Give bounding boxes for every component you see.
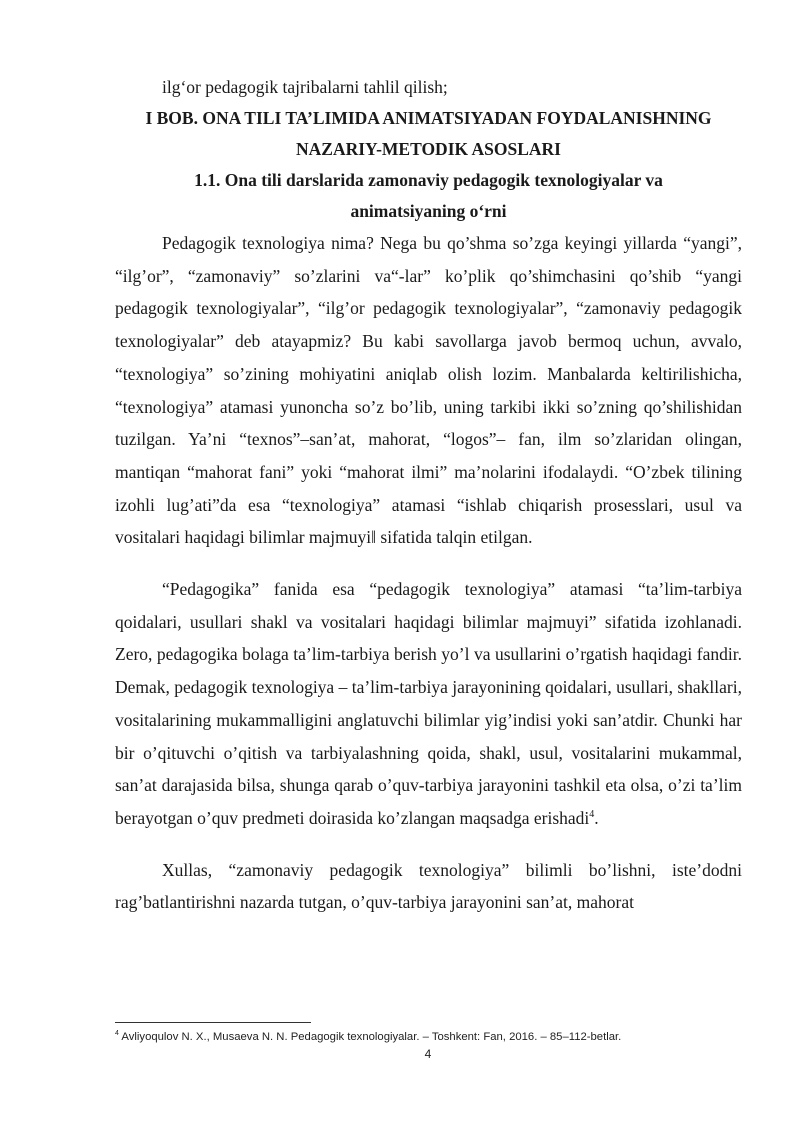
paragraph-2-end: . [594,807,599,828]
footnote-separator [115,1022,311,1023]
paragraph-2 [115,573,742,835]
chapter-title [115,103,742,165]
paragraph-2-text: “Pedagogika” fanida esa “pedagogik texnologiya” atamasi “ta’lim-tarbiya qoidalari, usullari shakl va vositalari haqidagi bilimlar majmuyi” sifatida izohlanadi. Zero, pedagogika bolaga ta’lim-tarbiya berish yo’l va usullarini o’rgatish haqidagi fandir. Demak, pedagogik texnologiya – ta’lim-tarbiya jarayonining qoidalari, usullari, shakllari, vositalarining mukammalligini anglatuvchi bilimlar yig’indisi yoki san’atdir. Chunki har bir o’qituvchi o’qitish va tarbiyalashning qoida, shakl, usul, vositalarini mukammal, san’at darajasida bilsa, shunga qarab o’quv-tarbiya jarayonini tashkil eta olsa, o’zi ta’lim berayotgan o’quv predmeti doirasida ko’zlangan maqsadga erishadi [115,579,742,828]
page-body [115,72,742,919]
paragraph-1: Pedagogik texnologiya nima? Nega bu qo’shma so’zga keyingi yillarda “yangi”, “ilg’or”, “zamonaviy” so’zlarini va“-lar” ko’plik qo’shimchasini qo’shib “yangi pedagogik texnologiyalar”, “ilg’or pedagogik texnologiyalar”, “zamonaviy pedagogik texnologiyalar” deb atayapmiz? Bu kabi savollarga javob bermoq uchun, avvalo, “texnologiya” so’zining mohiyatini aniqlab olish lozim. Manbalarda keltirilishicha, “texnologiya” atamasi yunoncha so’z bo’lib, uning tarkibi ikki so’zning qo’shilishidan tuzilgan. Ya’ni “texnos”–san’at, mahorat, “logos”– fan, ilm so’zlaridan olingan, mantiqan “mahorat fani” yoki “mahorat ilmi” ma’nolarini ifodalaydi. “O’zbek tilining izohli lug’ati”da esa “texnologiya” atamasi “ishlab chiqarish prosesslari, usul va vositalari haqidagi bilimlar majmuyi‖ sifatida talqin etilgan. [115,233,742,548]
paragraph-3: Xullas, “zamonaviy pedagogik texnologiya” bilimli bo’lishni, iste’dodni rag’batlantirishni nazarda tutgan, o’quv-tarbiya jarayonini san’at, mahorat [115,859,742,913]
page-number: 4 [424,1047,432,1061]
section-title [115,165,742,227]
section-title-line-2: animatsiyaning o‘rni [350,201,507,221]
footnote [115,1030,755,1045]
footnote-reference[interactable]: 4 [589,809,595,821]
intro-line: ilg‘or pedagogik tajribalarni tahlil qilish; [162,77,448,97]
footnote-text: Avliyoqulov N. X., Musaeva N. N. Pedagogik texnologiyalar. – Toshkent: Fan, 2016. – 85–112-betlar. [118,1031,622,1043]
section-title-line-1: 1.1. Ona tili darslarida zamonaviy pedagogik texnologiyalar va [194,170,663,190]
footnote-marker: 4 [115,1030,119,1038]
chapter-title-line-1: I BOB. ONA TILI TA’LIMIDA ANIMATSIYADAN FOYDALANISHNING [145,108,712,128]
chapter-title-line-2: NAZARIY-METODIK ASOSLARI [296,139,561,159]
